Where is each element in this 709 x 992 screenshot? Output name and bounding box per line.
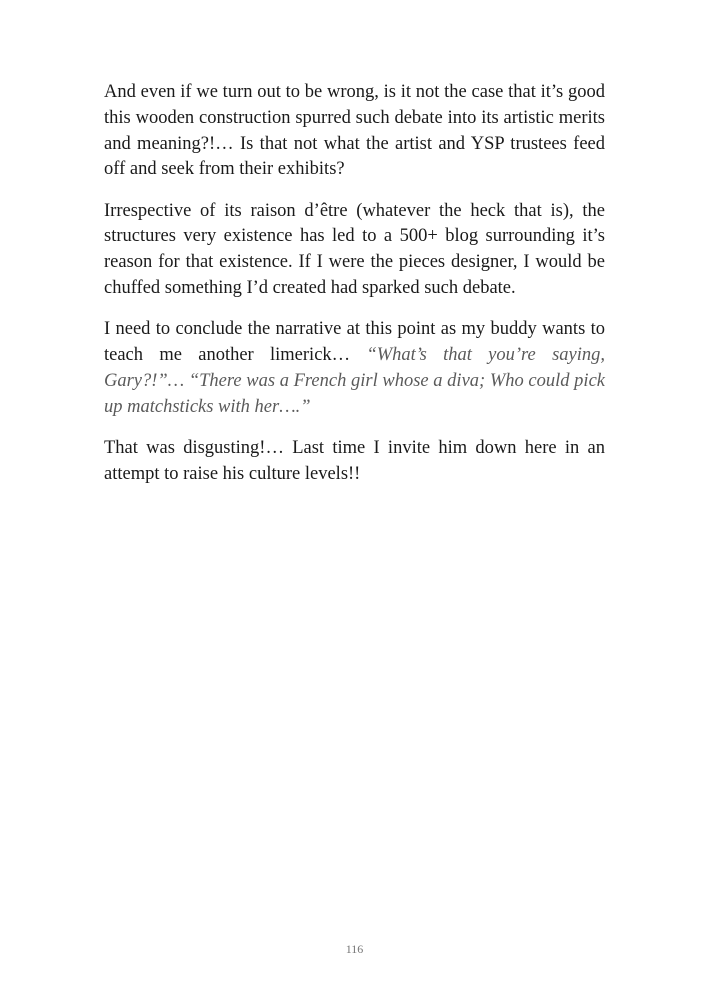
paragraph-1: And even if we turn out to be wrong, is it not the case that it’s good this wooden construction spurred such debate into its artistic merits and meaning?!… Is that not what the artist and YSP trustees feed off and seek from their exhibits?: [104, 82, 605, 180]
page-number: 116: [345, 942, 364, 956]
paragraph-2: Irrespective of its raison d’être (whatever the heck that is), the structures very existence has led to a 500+ blog surrounding it’s reason for that existence. If I were the pieces designer, I would be chuffed something I’d created had sparked such debate.: [104, 200, 605, 299]
limerick-quote: “What’s that you’re saying, Gary?!”… “There was a French girl whose a diva; Who could pick up matchsticks with her….”: [104, 345, 605, 417]
paragraph-4: That was disgusting!… Last time I invite him down here in an attempt to raise his culture levels!!: [104, 438, 605, 484]
body-text: [104, 80, 605, 503]
paragraph-3-text: I need to conclude the narrative at this point as my buddy wants to teach me another limerick…: [104, 319, 605, 366]
paragraph-3: [104, 317, 605, 420]
